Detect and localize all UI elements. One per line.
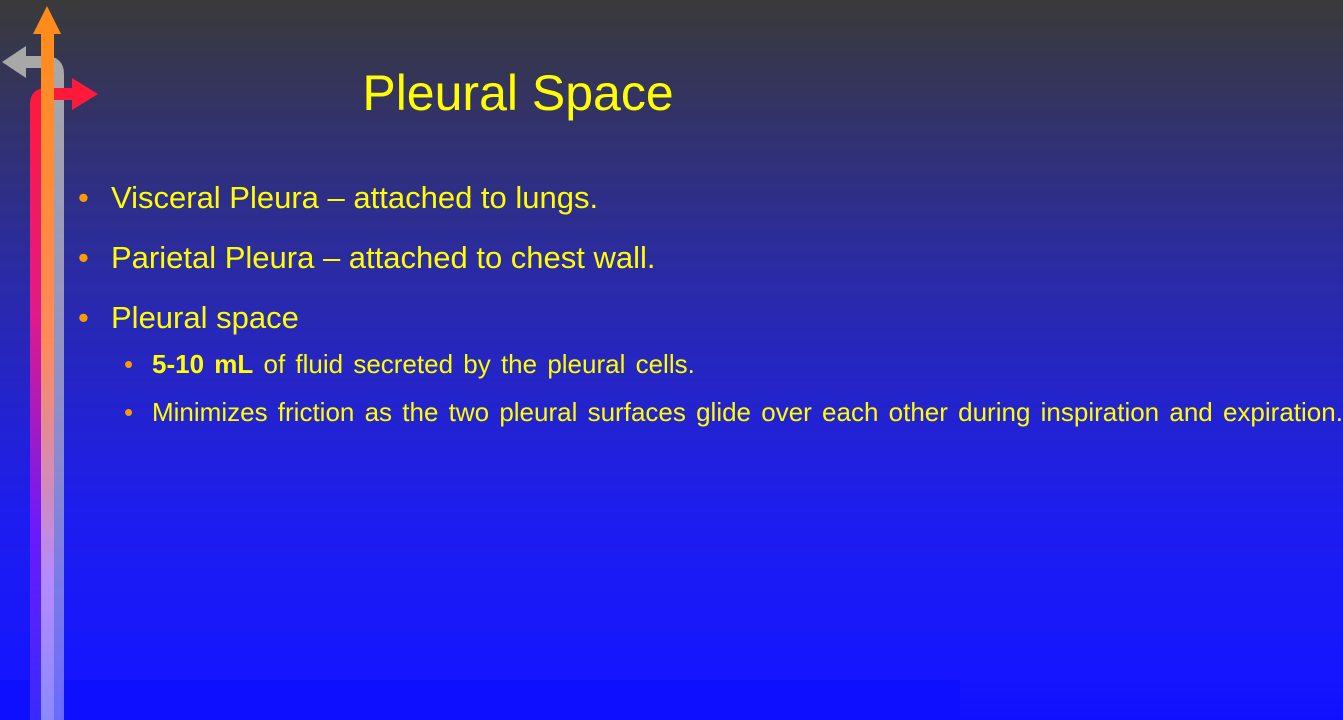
sub-bullet-list xyxy=(78,346,1343,430)
bottom-band xyxy=(0,680,960,720)
sub-bullet-icon: • xyxy=(124,397,134,427)
bullet-item xyxy=(78,236,938,280)
bullet-text: Visceral Pleura – attached to lungs. xyxy=(111,180,599,215)
bullet-item xyxy=(78,176,938,220)
sub-bullet-item xyxy=(124,394,1343,430)
sub-bullet-bold-text: 5-10 mL xyxy=(152,349,254,379)
bullet-list xyxy=(78,176,1343,446)
sub-bullet-item xyxy=(124,346,882,382)
sub-bullet-icon: • xyxy=(124,349,134,379)
bullet-icon: • xyxy=(78,240,89,275)
bullet-icon: • xyxy=(78,300,89,335)
slide-title: Pleural Space xyxy=(362,65,674,121)
bullet-text: Pleural space xyxy=(111,300,299,335)
bullet-icon: • xyxy=(78,180,89,215)
sub-bullet-text: Minimizes friction as the two pleural surfaces glide over each other during inspiration and expiration. xyxy=(152,397,1343,427)
bullet-item xyxy=(78,296,1343,430)
bullet-text: Parietal Pleura – attached to chest wall. xyxy=(111,240,656,275)
sub-bullet-text: of fluid secreted by the pleural cells. xyxy=(253,349,695,379)
